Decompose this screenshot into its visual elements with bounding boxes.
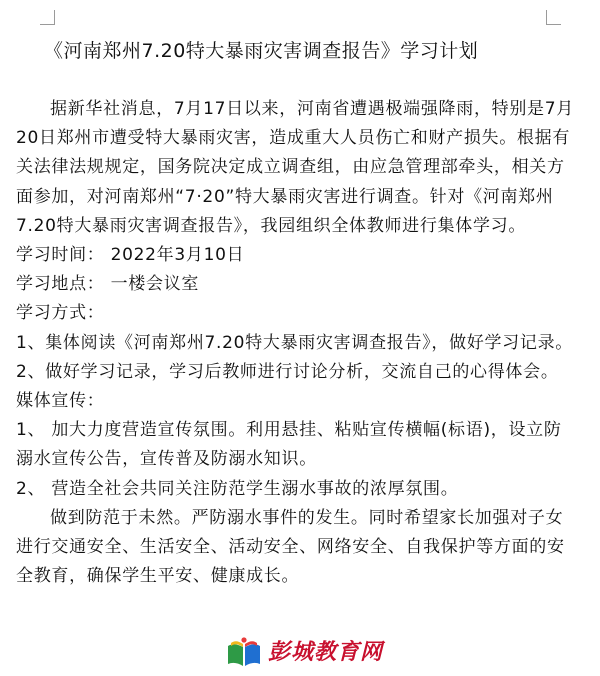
method-item-2: 2、做好学习记录，学习后教师进行讨论分析，交流自己的心得体会。媒体宣传： — [16, 361, 559, 412]
closing-paragraph: 做到防范于未然。严防溺水事件的发生。同时希望家长加强对子女进行交通安全、生活安全、活动安全、网络安全、自我保护等方面的安全教育，确保学生平安、健康成长。 — [16, 507, 565, 587]
book-page-green — [228, 644, 243, 666]
document-title: 《河南郑州7.20特大暴雨灾害调查报告》学习计划 — [44, 40, 479, 62]
method-item-1: 1、集体阅读《河南郑州7.20特大暴雨灾害调查报告》，做好学习记录。 — [16, 332, 573, 353]
study-method-heading: 学习方式： — [16, 303, 105, 324]
site-logo — [224, 636, 394, 670]
book-figure-head — [241, 637, 246, 642]
study-time: 学习时间： 2022年3月10日 — [16, 245, 245, 266]
study-location: 学习地点： 一楼会议室 — [16, 274, 200, 295]
document-body — [16, 95, 576, 591]
page-corner-mark-left — [40, 10, 55, 25]
open-book-logo-icon — [224, 636, 264, 670]
intro-paragraph: 据新华社消息，7月17日以来，河南省遭遇极端强降雨，特别是7月20日郑州市遭受特大暴雨灾害，造成重大人员伤亡和财产损失。根据有关法律法规规定，国务院决定成立调查组，由应急管理部牵头，相关方面参加，对河南郑州“7·20”特大暴雨灾害进行调查。针对《河南郑州7.20特大暴雨灾害调查报告》，我园组织全体教师进行集体学习。 — [16, 99, 574, 236]
logo-text: 彭城教育网 — [268, 640, 384, 665]
page-corner-mark-right — [546, 10, 561, 25]
book-page-blue — [245, 644, 260, 666]
media-item-1: 1、 加大力度营造宣传氛围。利用悬挂、粘贴宣传横幅(标语)，设立防溺水宣传公告，宣传普及防溺水知识。 — [16, 420, 562, 470]
media-item-2: 2、 营造全社会共同关注防范学生溺水事故的浓厚氛围。 — [16, 478, 459, 499]
